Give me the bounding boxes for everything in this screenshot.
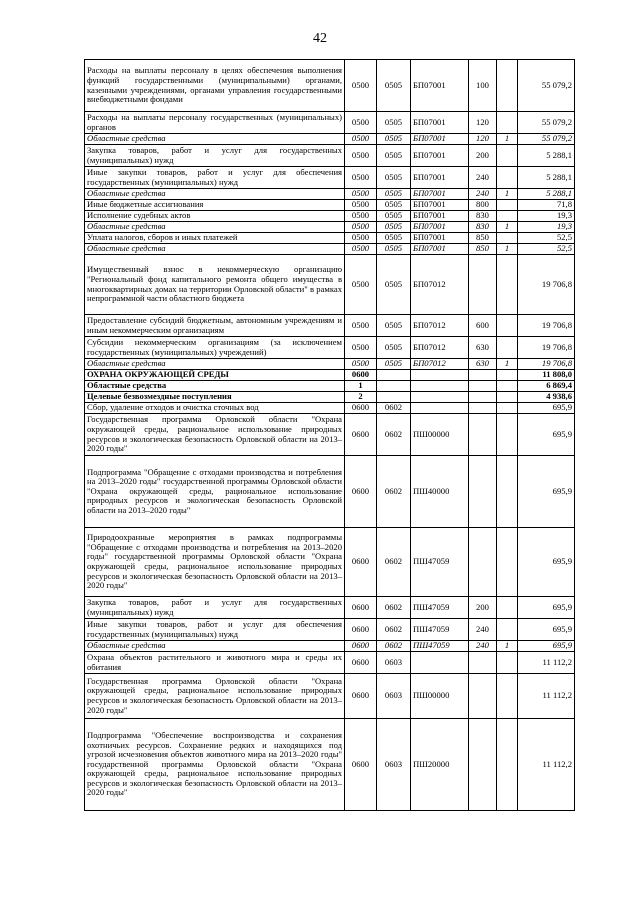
source-code-cell [497,719,518,811]
table-row [85,112,575,134]
section-code-cell: 0500 [345,244,377,255]
target-item-cell: ПШ47059 [411,641,469,652]
target-item-cell: БП07012 [411,337,469,359]
target-item-cell: БП07001 [411,244,469,255]
table-row [85,244,575,255]
target-item-cell: ПШ00000 [411,674,469,719]
source-code-cell [497,112,518,134]
budget-table [84,59,575,811]
expense-type-cell: 120 [469,134,497,145]
subsection-code-cell: 0505 [377,315,411,337]
row-name-cell: Уплата налогов, сборов и иных платежей [85,233,345,244]
subsection-code-cell: 0505 [377,222,411,233]
section-code-cell: 0500 [345,222,377,233]
source-code-cell [497,619,518,641]
row-name-cell: Областные средства [85,244,345,255]
row-name-cell: Расходы на выплаты персоналу государственных (муниципальных) органов [85,112,345,134]
row-name-cell: Государственная программа Орловской области "Охрана окружающей среды, рациональное использование природных ресурсов и экологическая безопасность Орловской области на 2013–2020 годы" [85,414,345,456]
source-code-cell [497,211,518,222]
subsection-code-cell: 0505 [377,189,411,200]
target-item-cell [411,370,469,381]
subsection-code-cell: 0505 [377,233,411,244]
table-row [85,359,575,370]
source-code-cell [497,381,518,392]
amount-cell: 695,9 [518,619,575,641]
target-item-cell: БП07001 [411,167,469,189]
row-name-cell: Государственная программа Орловской области "Охрана окружающей среды, рациональное использование природных ресурсов и экологическая безопасность Орловской области на 2013–2020 годы" [85,674,345,719]
table-row [85,719,575,811]
row-name-cell: Исполнение судебных актов [85,211,345,222]
subsection-code-cell: 0505 [377,167,411,189]
source-code-cell [497,255,518,315]
table-row [85,60,575,112]
table-row [85,392,575,403]
table-row [85,255,575,315]
target-item-cell: БП07001 [411,112,469,134]
expense-type-cell [469,456,497,528]
expense-type-cell: 830 [469,211,497,222]
row-name-cell: Иные закупки товаров, работ и услуг для обеспечения государственных (муниципальных) нужд [85,619,345,641]
table-row [85,145,575,167]
table-row [85,189,575,200]
section-code-cell: 0500 [345,337,377,359]
source-code-cell [497,200,518,211]
row-name-cell: Областные средства [85,359,345,370]
row-name-cell: Иные закупки товаров, работ и услуг для обеспечения государственных (муниципальных) нужд [85,167,345,189]
section-code-cell: 0600 [345,414,377,456]
section-code-cell: 0500 [345,233,377,244]
table-row [85,337,575,359]
amount-cell: 695,9 [518,456,575,528]
amount-cell: 19,3 [518,222,575,233]
source-code-cell [497,674,518,719]
section-code-cell: 0600 [345,403,377,414]
table-row [85,414,575,456]
subsection-code-cell: 0602 [377,414,411,456]
row-name-cell: Сбор, удаление отходов и очистка сточных вод [85,403,345,414]
target-item-cell: ПШ47059 [411,597,469,619]
subsection-code-cell [377,381,411,392]
section-code-cell: 2 [345,392,377,403]
expense-type-cell: 240 [469,619,497,641]
expense-type-cell: 240 [469,189,497,200]
amount-cell: 19,3 [518,211,575,222]
target-item-cell: ПШ20000 [411,719,469,811]
amount-cell: 4 938,6 [518,392,575,403]
table-row [85,674,575,719]
target-item-cell: ПШ47059 [411,528,469,597]
expense-type-cell: 240 [469,641,497,652]
row-name-cell: Областные средства [85,222,345,233]
row-name-cell: Подпрограмма "Обеспечение воспроизводства и сохранения охотничьих ресурсов. Сохранение редких и находящихся под угрозой исчезновения объектов животного мира на 2013–2020 годы" государственной программы Орловской области "Охрана окружающей среды, рациональное использование природных ресурсов и экологическая безопасность Орловской области на 2013–2020 годы" [85,719,345,811]
source-code-cell [497,60,518,112]
source-code-cell [497,167,518,189]
amount-cell: 6 869,4 [518,381,575,392]
table-row [85,641,575,652]
expense-type-cell: 600 [469,315,497,337]
source-code-cell: 1 [497,222,518,233]
subsection-code-cell: 0603 [377,674,411,719]
row-name-cell: Охрана объектов растительного и животного мира и среды их обитания [85,652,345,674]
expense-type-cell: 200 [469,597,497,619]
source-code-cell [497,528,518,597]
table-row [85,403,575,414]
amount-cell: 695,9 [518,597,575,619]
section-code-cell: 0600 [345,719,377,811]
table-row [85,315,575,337]
source-code-cell [497,652,518,674]
source-code-cell [497,370,518,381]
amount-cell: 5 288,1 [518,167,575,189]
expense-type-cell: 630 [469,359,497,370]
section-code-cell: 0500 [345,359,377,370]
table-row [85,597,575,619]
source-code-cell: 1 [497,134,518,145]
expense-type-cell: 200 [469,145,497,167]
subsection-code-cell: 0505 [377,134,411,145]
amount-cell: 52,5 [518,233,575,244]
amount-cell: 55 079,2 [518,134,575,145]
row-name-cell: Природоохранные мероприятия в рамках подпрограммы "Обращение с отходами производства и потребления на 2013–2020 годы" государственной программы Орловской области "Охрана окружающей среды, рациональное использование природных ресурсов и экологическая безопасность Орловской области на 2013–2020 годы" [85,528,345,597]
subsection-code-cell [377,392,411,403]
expense-type-cell: 630 [469,337,497,359]
subsection-code-cell: 0603 [377,719,411,811]
section-code-cell: 0500 [345,315,377,337]
amount-cell: 55 079,2 [518,112,575,134]
subsection-code-cell: 0505 [377,244,411,255]
table-row [85,619,575,641]
expense-type-cell [469,674,497,719]
source-code-cell: 1 [497,359,518,370]
table-row [85,370,575,381]
subsection-code-cell: 0602 [377,619,411,641]
source-code-cell [497,392,518,403]
amount-cell: 11 112,2 [518,719,575,811]
target-item-cell: БП07012 [411,359,469,370]
expense-type-cell [469,392,497,403]
table-row [85,167,575,189]
target-item-cell: БП07001 [411,200,469,211]
subsection-code-cell: 0602 [377,528,411,597]
row-name-cell: Расходы на выплаты персоналу в целях обеспечения выполнения функций государственными (муниципальными) органами, казенными учреждениями, органами управления государственными внебюджетными фондами [85,60,345,112]
row-name-cell: ОХРАНА ОКРУЖАЮЩЕЙ СРЕДЫ [85,370,345,381]
table-row [85,200,575,211]
amount-cell: 19 706,8 [518,315,575,337]
page-number: 42 [313,31,327,46]
expense-type-cell [469,414,497,456]
table-row [85,456,575,528]
row-name-cell: Имущественный взнос в некоммерческую организацию "Региональный фонд капитального ремонта общего имущества в многоквартирных домах на территории Орловской области" в рамках непрограммной части областного бюджета [85,255,345,315]
amount-cell: 11 112,2 [518,674,575,719]
table-row [85,652,575,674]
source-code-cell [497,315,518,337]
table-row [85,528,575,597]
amount-cell: 5 288,1 [518,145,575,167]
target-item-cell: БП07001 [411,134,469,145]
section-code-cell: 0600 [345,456,377,528]
subsection-code-cell: 0602 [377,597,411,619]
section-code-cell: 0500 [345,112,377,134]
subsection-code-cell: 0603 [377,652,411,674]
section-code-cell: 0500 [345,145,377,167]
expense-type-cell [469,528,497,597]
source-code-cell [497,597,518,619]
subsection-code-cell: 0505 [377,359,411,370]
subsection-code-cell: 0505 [377,145,411,167]
subsection-code-cell: 0505 [377,337,411,359]
expense-type-cell [469,403,497,414]
target-item-cell [411,381,469,392]
amount-cell: 19 706,8 [518,337,575,359]
subsection-code-cell: 0505 [377,255,411,315]
target-item-cell [411,403,469,414]
subsection-code-cell: 0602 [377,403,411,414]
target-item-cell: БП07012 [411,255,469,315]
amount-cell: 5 288,1 [518,189,575,200]
subsection-code-cell: 0505 [377,112,411,134]
expense-type-cell: 100 [469,60,497,112]
amount-cell: 71,8 [518,200,575,211]
section-code-cell: 0600 [345,674,377,719]
subsection-code-cell: 0602 [377,456,411,528]
table-body [85,60,575,811]
section-code-cell: 1 [345,381,377,392]
target-item-cell [411,392,469,403]
source-code-cell: 1 [497,244,518,255]
section-code-cell: 0500 [345,60,377,112]
subsection-code-cell: 0505 [377,60,411,112]
subsection-code-cell: 0505 [377,200,411,211]
row-name-cell: Субсидии некоммерческим организациям (за исключением государственных (муниципальных) учреждений) [85,337,345,359]
expense-type-cell [469,381,497,392]
target-item-cell: ПШ47059 [411,619,469,641]
target-item-cell: БП07001 [411,211,469,222]
source-code-cell [497,456,518,528]
source-code-cell [497,233,518,244]
expense-type-cell: 830 [469,222,497,233]
row-name-cell: Закупка товаров, работ и услуг для государственных (муниципальных) нужд [85,145,345,167]
section-code-cell: 0500 [345,200,377,211]
row-name-cell: Целевые безвозмездные поступления [85,392,345,403]
amount-cell: 695,9 [518,414,575,456]
section-code-cell: 0600 [345,641,377,652]
table-row [85,233,575,244]
source-code-cell [497,337,518,359]
subsection-code-cell [377,370,411,381]
subsection-code-cell: 0602 [377,641,411,652]
table-row [85,381,575,392]
amount-cell: 695,9 [518,641,575,652]
section-code-cell: 0600 [345,652,377,674]
expense-type-cell [469,255,497,315]
expense-type-cell: 240 [469,167,497,189]
amount-cell: 11 112,2 [518,652,575,674]
section-code-cell: 0500 [345,134,377,145]
source-code-cell: 1 [497,189,518,200]
expense-type-cell: 120 [469,112,497,134]
row-name-cell: Областные средства [85,134,345,145]
amount-cell: 695,9 [518,403,575,414]
amount-cell: 695,9 [518,528,575,597]
section-code-cell: 0600 [345,528,377,597]
target-item-cell [411,652,469,674]
amount-cell: 11 808,0 [518,370,575,381]
expense-type-cell [469,370,497,381]
row-name-cell: Областные средства [85,641,345,652]
amount-cell: 55 079,2 [518,60,575,112]
table-row [85,134,575,145]
target-item-cell: БП07001 [411,189,469,200]
section-code-cell: 0500 [345,211,377,222]
row-name-cell: Иные бюджетные ассигнования [85,200,345,211]
expense-type-cell: 850 [469,244,497,255]
row-name-cell: Областные средства [85,189,345,200]
target-item-cell: БП07001 [411,145,469,167]
row-name-cell: Областные средства [85,381,345,392]
section-code-cell: 0600 [345,619,377,641]
expense-type-cell [469,719,497,811]
section-code-cell: 0600 [345,597,377,619]
source-code-cell [497,414,518,456]
amount-cell: 19 706,8 [518,359,575,370]
target-item-cell: БП07012 [411,315,469,337]
target-item-cell: ПШ40000 [411,456,469,528]
table-row [85,222,575,233]
source-code-cell: 1 [497,641,518,652]
section-code-cell: 0500 [345,255,377,315]
target-item-cell: БП07001 [411,222,469,233]
source-code-cell [497,145,518,167]
row-name-cell: Подпрограмма "Обращение с отходами производства и потребления на 2013–2020 годы" государственной программы Орловской области "Охрана окружающей среды, рациональное использование природных ресурсов и экологическая безопасность Орловской области на 2013–2020 годы" [85,456,345,528]
subsection-code-cell: 0505 [377,211,411,222]
expense-type-cell: 800 [469,200,497,211]
target-item-cell: БП07001 [411,60,469,112]
table-row [85,211,575,222]
amount-cell: 19 706,8 [518,255,575,315]
section-code-cell: 0500 [345,167,377,189]
expense-type-cell [469,652,497,674]
amount-cell: 52,5 [518,244,575,255]
row-name-cell: Предоставление субсидий бюджетным, автономным учреждениям и иным некоммерческим организациям [85,315,345,337]
source-code-cell [497,403,518,414]
expense-type-cell: 850 [469,233,497,244]
section-code-cell: 0600 [345,370,377,381]
section-code-cell: 0500 [345,189,377,200]
target-item-cell: БП07001 [411,233,469,244]
target-item-cell: ПШ00000 [411,414,469,456]
row-name-cell: Закупка товаров, работ и услуг для государственных (муниципальных) нужд [85,597,345,619]
